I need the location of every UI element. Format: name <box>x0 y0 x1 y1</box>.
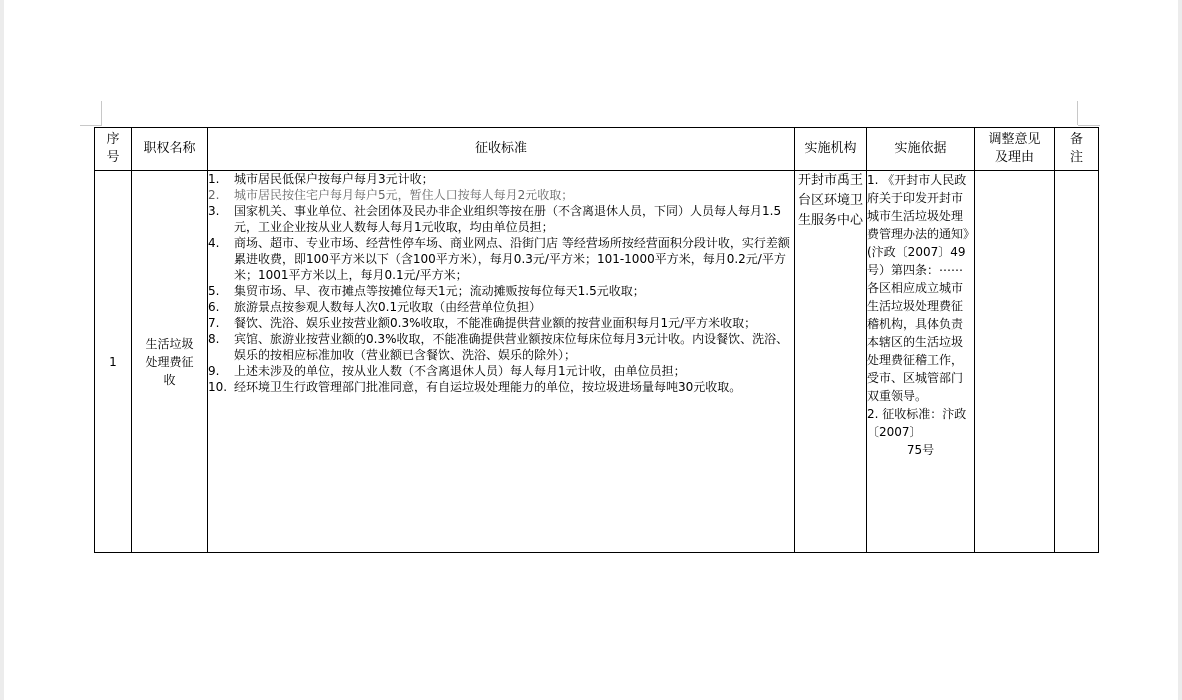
row-remark <box>1055 171 1099 553</box>
header-standard: 征收标准 <box>208 128 795 171</box>
basis-part: 2. 征收标准：汴政〔2007〕 <box>867 407 967 439</box>
header-name: 职权名称 <box>132 128 208 171</box>
row-basis <box>867 171 975 553</box>
list-item: 2. 城市居民按住宅户每月每户5元，暂住人口按每人每月2元收取； <box>208 188 574 202</box>
fee-table <box>94 127 1099 553</box>
header-no: 序号 <box>95 128 132 171</box>
list-item: 1. 城市居民低保户按每户每月3元计收； <box>208 172 434 186</box>
row-agency: 开封市禹王台区环境卫生服务中心 <box>795 171 867 553</box>
list-item: 5. 集贸市场、早、夜市摊点等按摊位每天1元；流动摊贩按每位每天1.5元收取； <box>208 284 645 298</box>
basis-part: 1. 《开封市人民政府关于印发开封市城市生活垃圾处理费管理办法的通知》(汴政〔2007〕49号）第四条：⋯⋯各区相应成立城市生活垃圾处理费征稽机构，具体负责本辖区的生活垃圾处理费征稽工作，受市、区城管部门双重领导。 <box>867 173 970 403</box>
margin-mark <box>80 125 102 126</box>
header-adjust: 调整意见及理由 <box>975 128 1055 171</box>
margin-mark <box>1077 101 1078 125</box>
list-item: 7. 餐饮、洗浴、娱乐业按营业额0.3%收取，不能准确提供营业额的按营业面积每月1元/平方米收取； <box>208 316 757 330</box>
list-item: 3. 国家机关、事业单位、社会团体及民办非企业组织等按在册（不含离退休人员，下同）人员每人每月1.5元，工业企业按从业人数每人每月1元收取，均由单位员担； <box>208 204 782 234</box>
header-remark: 备注 <box>1055 128 1099 171</box>
margin-mark <box>101 101 102 125</box>
row-name: 生活垃圾处理费征收 <box>132 171 208 553</box>
basis-part: 75号 <box>906 443 935 457</box>
row-no: 1 <box>95 171 132 553</box>
list-item: 6. 旅游景点按参观人数每人次0.1元收取（由经营单位负担） <box>208 300 542 314</box>
margin-mark <box>1078 125 1100 126</box>
header-basis: 实施依据 <box>867 128 975 171</box>
header-agency: 实施机构 <box>795 128 867 171</box>
row-adjust <box>975 171 1055 553</box>
table-row <box>95 171 1099 553</box>
standard-list <box>208 171 794 395</box>
list-item: 10. 经环境卫生行政管理部门批准同意，有自运垃圾处理能力的单位，按垃圾进场量每吨30元收取。 <box>208 380 742 394</box>
row-standard <box>208 171 795 553</box>
list-item: 8. 宾馆、旅游业按营业额的0.3%收取，不能准确提供营业额按床位每床位每月3元计收。内设餐饮、洗浴、娱乐的按相应标准加收（营业额已含餐饮、洗浴、娱乐的除外）； <box>208 332 789 362</box>
table-header-row <box>95 128 1099 171</box>
list-item: 4. 商场、超市、专业市场、经营性停车场、商业网点、沿街门店 等经营场所按经营面积分段计收，实行差额累进收费，即100平方米以下（含100平方米），每月0.3元/平方米；101-1000平方米，每月0.2元/平方米；1001平方米以上，每月0.1元/平方米； <box>208 236 790 282</box>
list-item: 9. 上述未涉及的单位，按从业人数（不含离退休人员）每人每月1元计收，由单位员担； <box>208 364 686 378</box>
